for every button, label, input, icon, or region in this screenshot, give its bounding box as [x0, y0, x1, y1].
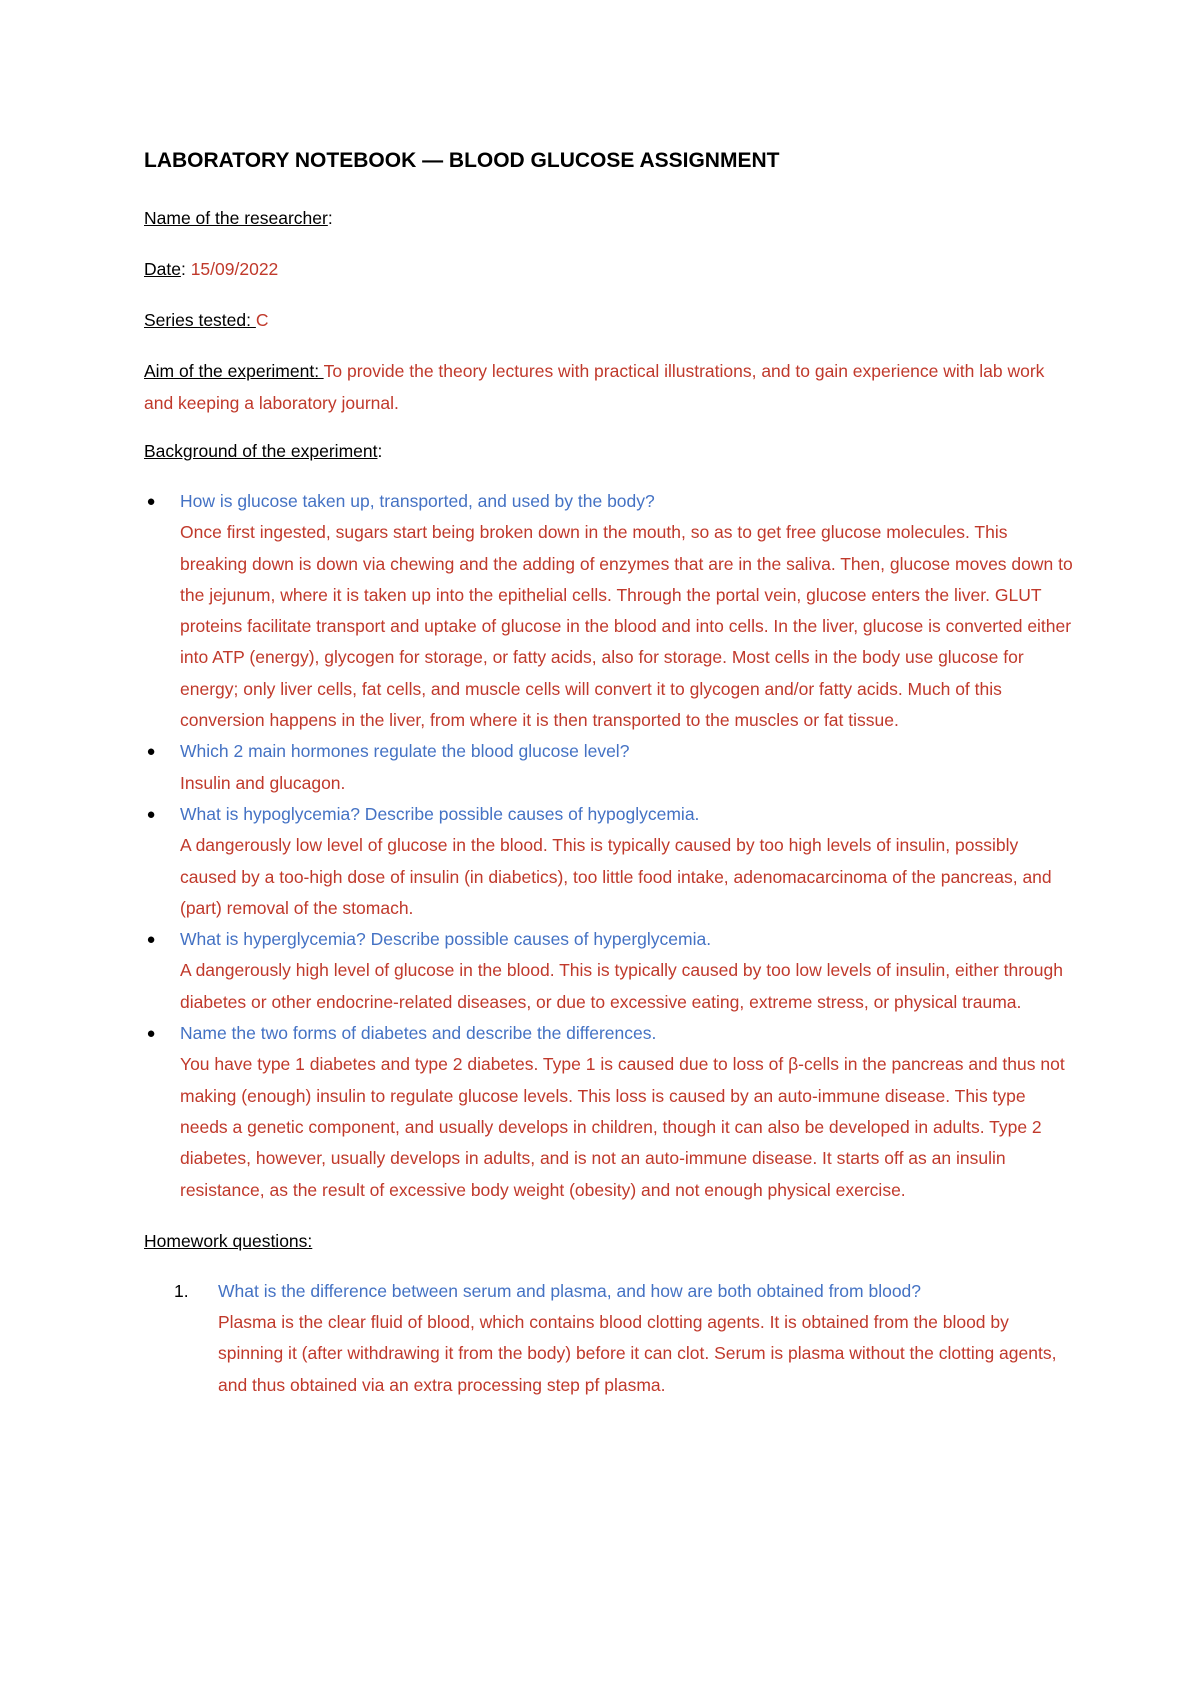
- researcher-field: [144, 203, 1074, 234]
- list-item: [144, 736, 1074, 799]
- bullet-icon: ●: [146, 743, 156, 761]
- list-item: [144, 924, 1074, 1018]
- background-question: Which 2 main hormones regulate the blood glucose level?: [180, 741, 630, 762]
- background-answer: Once first ingested, sugars start being broken down in the mouth, so as to get free glucose molecules. This breaking down is down via chewing and the adding of enzymes that are in the saliva. Then, glucose moves down to the jejunum, where it is taken up into the epithelial cells. Through the portal vein, glucose enters the liver. GLUT proteins facilitate transport and uptake of glucose in the blood and into cells. In the liver, glucose is converted either into ATP (energy), glycogen for storage, or fatty acids, also for storage. Most cells in the body use glucose for energy; only liver cells, fat cells, and muscle cells will convert it to glycogen and/or fatty acids. Much of this conversion happens in the liver, from where it is then transported to the muscles or fat tissue.: [180, 522, 1073, 731]
- researcher-colon: :: [327, 208, 333, 228]
- researcher-label: Name of the researcher: [144, 208, 328, 228]
- background-question: How is glucose taken up, transported, and used by the body?: [180, 491, 655, 511]
- bullet-icon: ●: [146, 805, 156, 823]
- background-list: [144, 486, 1074, 1206]
- list-item: [144, 799, 1074, 924]
- bullet-icon: ●: [146, 931, 156, 949]
- background-label: Background of the experiment: [144, 441, 378, 461]
- series-value: C: [255, 310, 269, 330]
- homework-heading: [144, 1226, 1074, 1257]
- series-label: Series tested:: [144, 310, 256, 330]
- list-item: [144, 1276, 1074, 1401]
- homework-label: Homework questions:: [144, 1230, 313, 1251]
- background-question: What is hyperglycemia? Describe possible causes of hyperglycemia.: [180, 929, 712, 950]
- background-answer: Insulin and glucagon.: [180, 772, 346, 793]
- series-field: [144, 305, 1074, 336]
- background-question: Name the two forms of diabetes and describe the differences.: [180, 1023, 657, 1044]
- background-heading: [144, 436, 1074, 467]
- homework-answer: Plasma is the clear fluid of blood, which contains blood clotting agents. It is obtained from the blood by spinning it (after withdrawing it from the body) before it can clot. Serum is plasma without the clotting agents, and thus obtained via an extra processing step pf plasma.: [218, 1312, 1057, 1395]
- homework-list: [144, 1276, 1074, 1401]
- list-item: [144, 486, 1074, 736]
- date-field: [144, 254, 1074, 285]
- background-answer: A dangerously low level of glucose in the blood. This is typically caused by too high levels of insulin, possibly caused by a too-high dose of insulin (in diabetics), too little food intake, adenomacarcinoma of the pancreas, and (part) removal of the stomach.: [180, 835, 1052, 918]
- background-colon: :: [377, 441, 383, 461]
- aim-field: [144, 356, 1074, 419]
- background-question: What is hypoglycemia? Describe possible causes of hypoglycemia.: [180, 803, 700, 824]
- background-answer: You have type 1 diabetes and type 2 diabetes. Type 1 is caused due to loss of β-cells in the pancreas and thus not making (enough) insulin to regulate glucose levels. This loss is caused by an auto-immune disease. This type needs a genetic component, and usually develops in children, though it can also be developed in adults. Type 2 diabetes, however, usually develops in adults, and is not an auto-immune disease. It starts off as an insulin resistance, as the result of excessive body weight (obesity) and not enough physical exercise.: [180, 1054, 1065, 1200]
- date-value: 15/09/2022: [190, 259, 279, 279]
- aim-value: To provide the theory lectures with practical illustrations, and to gain experience with lab work and keeping a laboratory journal.: [144, 361, 1045, 413]
- homework-question: What is the difference between serum and plasma, and how are both obtained from blood?: [218, 1280, 922, 1301]
- bullet-icon: ●: [146, 1025, 156, 1043]
- notebook-page: [144, 146, 1074, 1401]
- bullet-icon: ●: [146, 493, 156, 510]
- homework-number: 1.: [174, 1280, 189, 1301]
- date-label: Date: [144, 259, 181, 279]
- background-answer: A dangerously high level of glucose in the blood. This is typically caused by too low levels of insulin, either through diabetes or other endocrine-related diseases, or due to excessive eating, extreme stress, or physical trauma.: [180, 960, 1063, 1012]
- page-title: LABORATORY NOTEBOOK — BLOOD GLUCOSE ASSIGNMENT: [144, 149, 780, 172]
- aim-label: Aim of the experiment:: [144, 361, 324, 381]
- date-colon: :: [180, 259, 191, 279]
- list-item: [144, 1018, 1074, 1206]
